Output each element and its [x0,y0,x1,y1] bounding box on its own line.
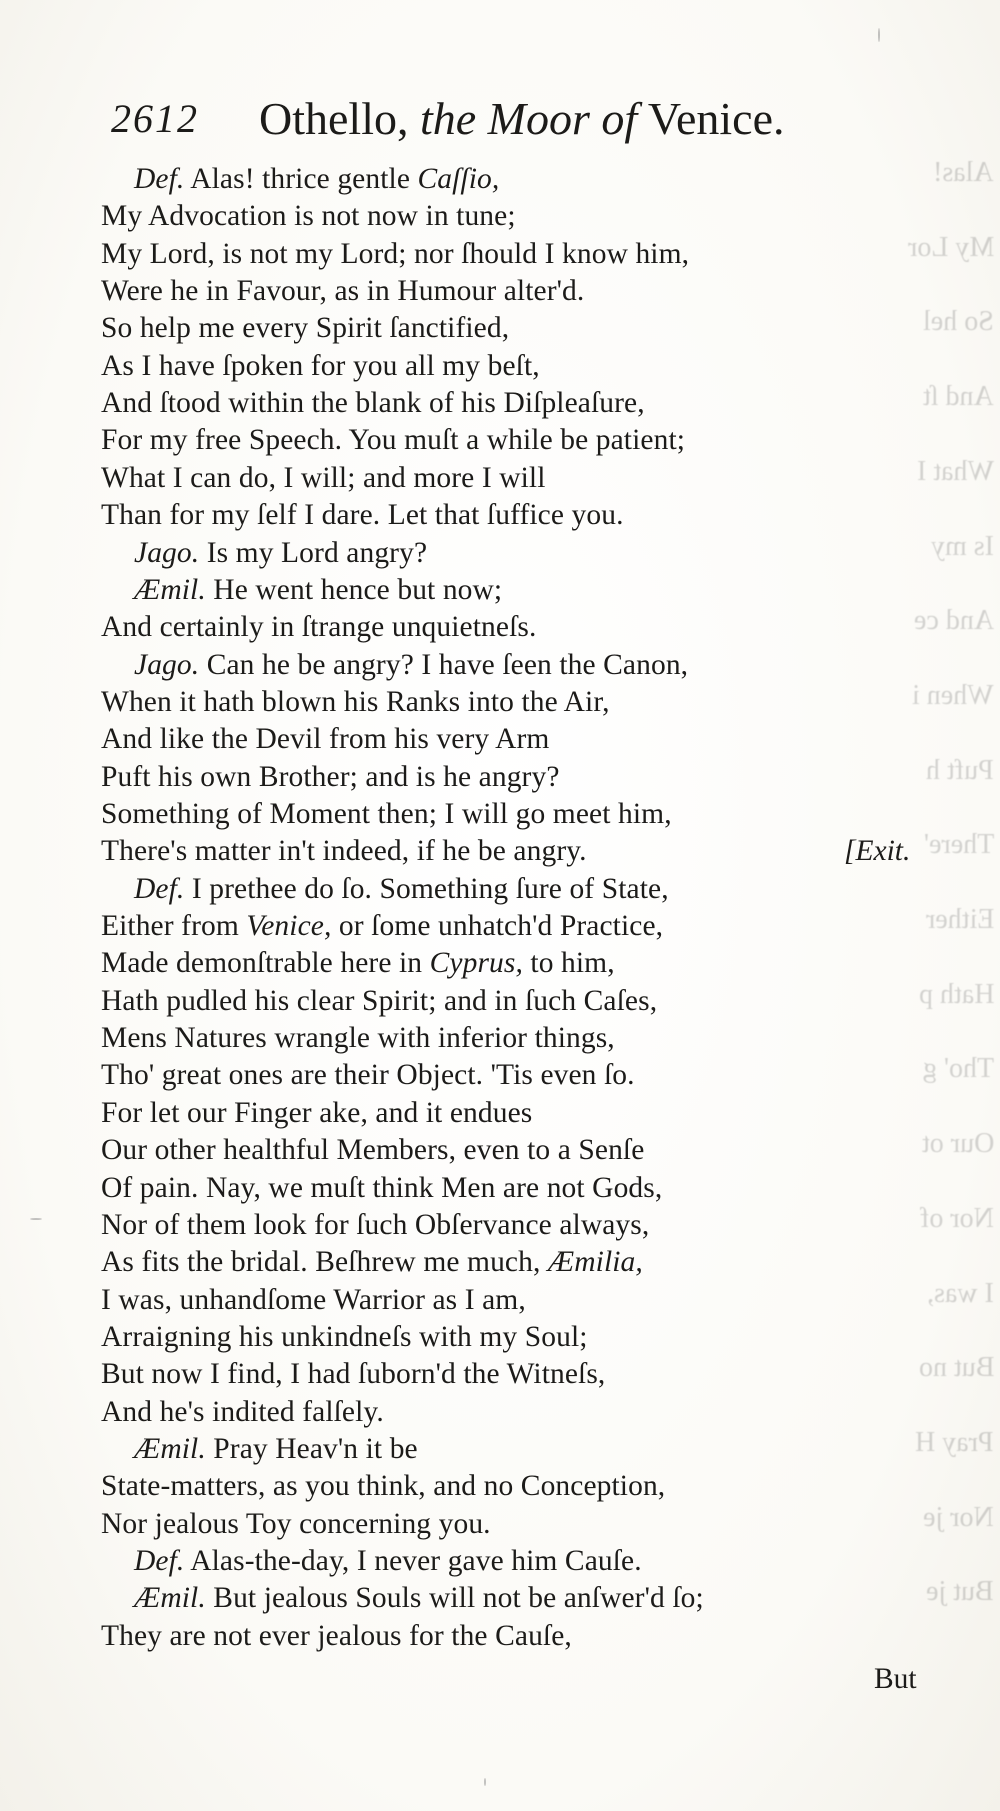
text-line [134,647,688,684]
line-text: And like the Devil from his very Arm [101,723,550,756]
title-part-b: the Moor of [419,93,638,144]
line-text: Something of Moment then; I will go meet him, [101,798,672,830]
text-line [101,422,685,459]
line-text: As fits the bridal. Beſhrew me much, [101,1246,548,1279]
text-line [101,198,516,235]
line-text: My Lord, is not my Lord; nor ſhould I know him, [101,237,690,270]
page-number: 2612 [111,96,199,141]
show-through-line: And ſt [923,381,994,413]
line-text: For let our Finger ake, and it endues [101,1096,533,1129]
show-through-line: My Lor [907,231,994,263]
text-line [101,1394,384,1431]
show-through-line: Alas! [926,157,994,188]
text-line [101,945,615,982]
text-line [101,684,610,721]
line-text: Can he be angry? I have ſeen the Canon, [206,648,689,681]
show-through-line: When i [912,679,994,711]
text-line [134,871,669,908]
paper-speck [878,28,880,42]
text-line [101,1207,649,1244]
line-text: Nor of them look for ſuch Obſervance always, [101,1208,650,1241]
speaker-prefix: Æmil. [134,1582,206,1615]
speaker-prefix: Def. [134,872,185,905]
show-through-line: Pray H [915,1426,994,1458]
italic-name: Venice, [246,910,332,942]
italic-name: Caſſio, [417,163,500,195]
text-line [134,535,427,572]
text-line [101,1356,605,1393]
text-line [101,1244,643,1281]
line-text: My Advocation is not now in tune; [101,200,516,233]
title-part-c: Venice. [647,93,785,144]
text-line [101,1132,644,1169]
line-text: Pray Heav'n it be [213,1432,418,1465]
show-through-line: Is my [924,530,994,562]
line-text: Tho' great ones are their Object. 'Tis even ſo. [101,1059,635,1092]
line-text: He went hence but now; [213,573,503,606]
paper-speck [484,1778,486,1786]
text-line [134,572,502,609]
show-through-line: And ce [913,605,994,637]
line-text: And he's indited falſely. [101,1395,384,1428]
show-through-line: Either [925,904,994,935]
line-text: I was, unhandſome Warrior as I am, [101,1283,526,1316]
show-through-line: Our ot [921,1128,994,1160]
speaker-prefix: Def. [134,1545,185,1577]
line-text: What I can do, I will; and more I will [101,461,546,494]
line-text: But now I find, I had ſuborn'd the Witneſs, [101,1358,606,1391]
text-line [101,908,663,945]
text-line [101,273,584,310]
line-text: I prethee do ſo. Something ſure of State, [191,872,669,905]
text-line [101,721,549,758]
show-through-line: Nor je [923,1501,994,1533]
speaker-prefix: Def. [134,163,185,195]
text-line [101,1282,526,1319]
line-text: Nor jealous Toy concerning you. [101,1507,491,1540]
catchword: But [874,1663,917,1695]
text-line [134,1580,704,1617]
line-text: Of pain. Nay, we muſt think Men are not Gods, [101,1171,663,1204]
line-text: For my free Speech. You muſt a while be patient; [101,424,686,457]
show-through-line: What I [917,455,994,487]
text-line [134,1543,642,1580]
text-line [134,1431,418,1468]
text-line [101,1057,635,1094]
text-line [101,609,536,646]
line-text-continued: to him, [522,947,615,980]
text-line [101,1319,588,1356]
text-line [134,161,499,198]
line-text: Arraigning his unkindneſs with my Soul; [101,1320,588,1353]
text-line [101,1618,572,1655]
line-text: So help me every Spirit ſanctified, [101,312,510,345]
text-line [101,460,546,497]
text-line [101,1020,615,1057]
text-line [101,1095,532,1132]
stage-direction-exit: [Exit. [844,835,911,868]
line-text: There's matter in't indeed, if he be angry. [101,835,587,868]
line-text-continued: or ſome unhatch'd Practice, [331,910,664,942]
paper-speck [30,1218,42,1220]
text-line [101,497,624,534]
show-through-line: So hel [923,306,994,338]
title-part-a: Othello, [259,93,409,144]
text-line [101,385,645,422]
line-text: Alas! thrice gentle [190,163,418,195]
text-line [101,1170,662,1207]
italic-name: Cyprus, [429,947,523,980]
line-text: Puft his own Brother; and is he angry? [101,760,560,793]
text-line [101,236,689,273]
text-line [101,310,509,347]
line-text: And ſtood within the blank of his Diſpleaſure, [101,387,645,420]
line-text: Our other healthful Members, even to a Senſe [101,1134,645,1167]
text-line [101,759,560,796]
line-text: State-matters, as you think, and no Conception, [101,1470,666,1503]
speaker-prefix: Æmil. [134,573,206,606]
line-text: Is my Lord angry? [206,536,428,569]
line-text: Mens Natures wrangle with inferior things, [101,1022,615,1055]
line-text: Either from [101,910,247,942]
line-text: They are not ever jealous for the Cauſe, [101,1619,572,1652]
italic-name: Æmilia, [547,1246,643,1279]
show-through-line: Puft h [926,754,994,786]
text-line [101,833,587,870]
show-through-line: Nor of [920,1202,994,1234]
line-text: When it hath blown his Ranks into the Air, [101,685,610,718]
text-line [101,348,540,385]
speaker-prefix: Jago. [134,536,200,569]
line-text: Were he in Favour, as in Humour alter'd. [101,275,585,308]
line-text: As I have ſpoken for you all my beſt, [101,349,540,382]
text-line [101,1506,491,1543]
line-text: Hath pudled his clear Spirit; and in ſuch Caſes, [101,984,658,1017]
line-text: Alas-the-day, I never gave him Cauſe. [190,1545,642,1577]
line-text: Made demonſtrable here in [101,947,430,980]
show-through-line: Hath p [918,978,994,1010]
text-line [101,983,657,1020]
line-text: Than for my ſelf I dare. Let that ſuffice you. [101,499,624,532]
speaker-prefix: Jago. [134,648,200,681]
show-through-line: Tho' g [922,1053,994,1085]
line-text: But jealous Souls will not be anſwer'd ſo; [213,1582,704,1615]
text-line [101,1468,665,1505]
show-through-line: There' [923,829,994,861]
text-line [101,796,672,833]
show-through-line: But no [918,1352,994,1384]
show-through-line: I was, [927,1277,994,1309]
show-through-line: But je [926,1576,994,1608]
line-text: And certainly in ſtrange unquietneſs. [101,611,537,644]
speaker-prefix: Æmil. [134,1432,206,1465]
